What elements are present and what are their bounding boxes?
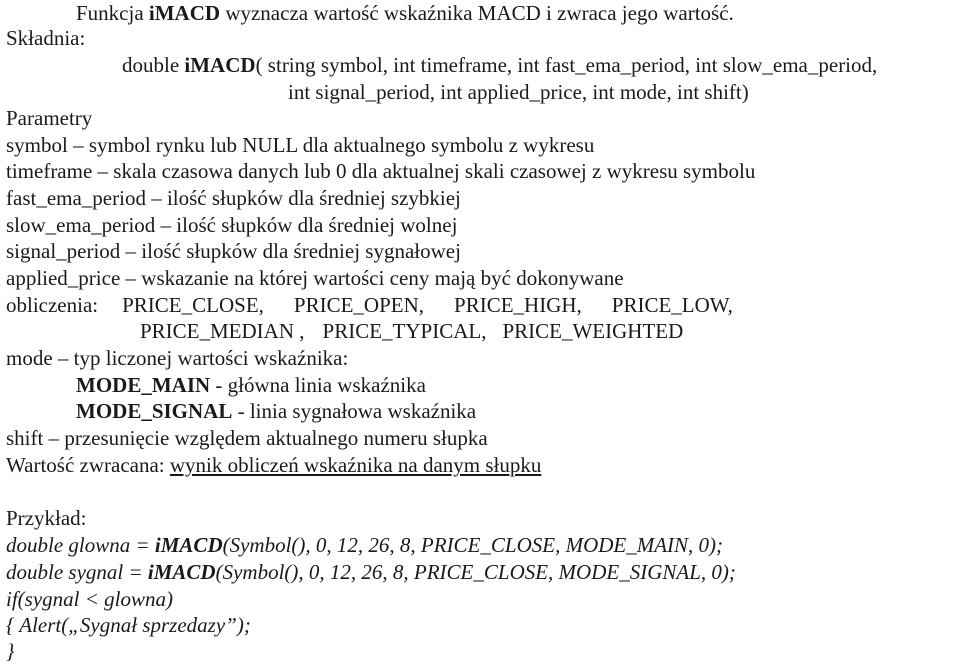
mode-signal-key: MODE_SIGNAL: [76, 399, 233, 423]
intro-line: [76, 0, 734, 26]
calc-label: obliczenia:: [6, 293, 99, 317]
intro-function-name: iMACD: [148, 1, 221, 25]
example-line-1: [6, 532, 723, 558]
params-label: Parametry: [6, 106, 93, 130]
signature-args-1: ( string symbol, int timeframe, int fast_ema_period, int slow_ema_period,: [255, 53, 878, 77]
example-l1-pre: double glowna =: [6, 533, 155, 557]
param-symbol: symbol – symbol rynku lub NULL dla aktualnego symbolu z wykresu: [6, 133, 595, 157]
example-line-3: if(sygnal < glowna): [6, 587, 173, 611]
signature-return-type: double: [122, 53, 185, 77]
price-close: PRICE_CLOSE,: [122, 293, 264, 317]
param-signal-period: signal_period – ilość słupków dla średniej sygnałowej: [6, 239, 461, 263]
param-mode: mode – typ liczonej wartości wskaźnika:: [6, 346, 349, 370]
mode-main-key: MODE_MAIN: [76, 373, 211, 397]
signature-line-1: [122, 52, 877, 78]
price-low: PRICE_LOW,: [611, 293, 733, 317]
return-value: wynik obliczeń wskaźnika na danym słupku: [169, 453, 542, 477]
example-l2-fn: iMACD: [147, 560, 216, 584]
param-applied-price: applied_price – wskazanie na której wartości ceny mają być dokonywane: [6, 266, 624, 290]
return-label: Wartość zwracana:: [6, 453, 170, 477]
price-median: PRICE_MEDIAN ,: [140, 319, 305, 343]
example-l2-pre: double sygnal =: [6, 560, 148, 584]
example-label: Przykład:: [6, 506, 87, 530]
mode-main-desc: - główna linia wskaźnika: [210, 373, 426, 397]
mode-signal-line: [76, 398, 476, 424]
example-l1-post: (Symbol(), 0, 12, 26, 8, PRICE_CLOSE, MODE_MAIN, 0);: [222, 533, 724, 557]
return-line: [6, 452, 541, 478]
example-l1-fn: iMACD: [154, 533, 223, 557]
param-timeframe: timeframe – skala czasowa danych lub 0 dla aktualnej skali czasowej z wykresu symbolu: [6, 159, 756, 183]
prices-row-1: [6, 292, 733, 318]
price-open: PRICE_OPEN,: [293, 293, 425, 317]
example-l2-post: (Symbol(), 0, 12, 26, 8, PRICE_CLOSE, MODE_SIGNAL, 0);: [215, 560, 736, 584]
mode-signal-desc: - linia sygnałowa wskaźnika: [232, 399, 477, 423]
param-shift: shift – przesunięcie względem aktualnego numeru słupka: [6, 426, 488, 450]
price-high: PRICE_HIGH,: [454, 293, 582, 317]
example-line-5: }: [6, 639, 15, 663]
example-line-2: [6, 559, 736, 585]
price-typical: PRICE_TYPICAL,: [322, 319, 487, 343]
example-line-4: { Alert(„Sygnał sprzedazy”);: [6, 613, 251, 637]
mode-main-line: [76, 372, 426, 398]
intro-post: wyznacza wartość wskaźnika MACD i zwraca jego wartość.: [220, 1, 734, 25]
param-slow-ema: slow_ema_period – ilość słupków dla średniej wolnej: [6, 213, 458, 237]
param-fast-ema: fast_ema_period – ilość słupków dla średniej szybkiej: [6, 186, 461, 210]
syntax-label: Składnia:: [6, 26, 86, 50]
signature-function-name: iMACD: [184, 53, 256, 77]
price-weighted: PRICE_WEIGHTED: [502, 319, 684, 343]
signature-line-2: int signal_period, int applied_price, int mode, int shift): [288, 80, 749, 104]
intro-pre: Funkcja: [76, 1, 149, 25]
prices-row-2: [140, 318, 683, 344]
